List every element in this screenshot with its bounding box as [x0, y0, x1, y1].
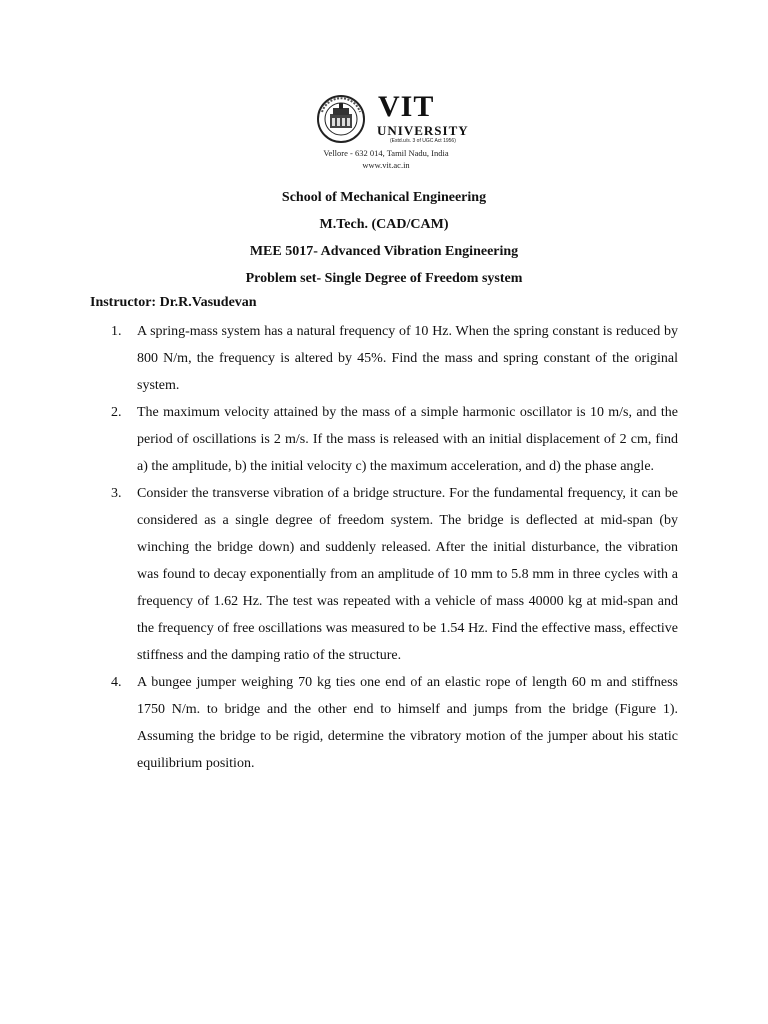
university-logo [312, 90, 469, 176]
problem-item [90, 399, 678, 480]
university-seal-icon [316, 94, 366, 144]
problem-text: A spring-mass system has a natural frequency of 10 Hz. When the spring constant is reduced by 800 N/m, the frequency is altered by 45%. Find the mass and spring constant of the original system. [137, 324, 678, 393]
course-heading: MEE 5017- Advanced Vibration Engineering [249, 244, 519, 259]
program-heading: M.Tech. (CAD/CAM) [319, 217, 449, 232]
logo-name: VIT [378, 90, 435, 123]
problem-text: Consider the transverse vibration of a bridge structure. For the fundamental frequency, it can be considered as a single degree of freedom system. The bridge is deflected at mid-span (by winching the bridge down) and suddenly released. After the initial disturbance, the vibration was found to decay exponentially from an amplitude of 10 mm to 5.8 mm in three cycles with a frequency of 1.62 Hz. The test was repeated with a vehicle of mass 40000 kg at mid-span and the frequency of free oscillations was measured to be 1.54 Hz. Find the effective mass, effective stiffness and the damping ratio of the structure. [137, 486, 678, 663]
problem-set-heading: Problem set- Single Degree of Freedom system [245, 271, 523, 286]
problem-number: 3. [111, 486, 122, 501]
problem-number: 4. [111, 675, 122, 690]
logo-address: Vellore - 632 014, Tamil Nadu, India [323, 148, 449, 158]
logo-website: www.vit.ac.in [362, 160, 410, 170]
problem-number: 1. [111, 324, 122, 339]
instructor-line: Instructor: Dr.R.Vasudevan [90, 295, 257, 310]
problem-list [90, 318, 678, 777]
problem-text: The maximum velocity attained by the mass of a simple harmonic oscillator is 10 m/s, and the period of oscillations is 2 m/s. If the mass is released with an initial displacement of 2 cm, find a) the amplitude, b) the initial velocity c) the maximum acceleration, and d) the phase angle. [137, 405, 678, 474]
logo-established: (Estd.u/s. 3 of UGC Act 1956) [390, 138, 456, 144]
problem-item [90, 318, 678, 399]
problem-number: 2. [111, 405, 122, 420]
problem-text: A bungee jumper weighing 70 kg ties one end of an elastic rope of length 60 m and stiffness 1750 N/m. to bridge and the other end to himself and jumps from the bridge (Figure 1). Assuming the bridge to be rigid, determine the vibratory motion of the jumper about his static equilibrium position. [137, 675, 678, 771]
school-heading: School of Mechanical Engineering [281, 190, 487, 205]
problem-item [90, 669, 678, 777]
problem-item [90, 480, 678, 669]
logo-subtitle: UNIVERSITY [377, 123, 469, 138]
